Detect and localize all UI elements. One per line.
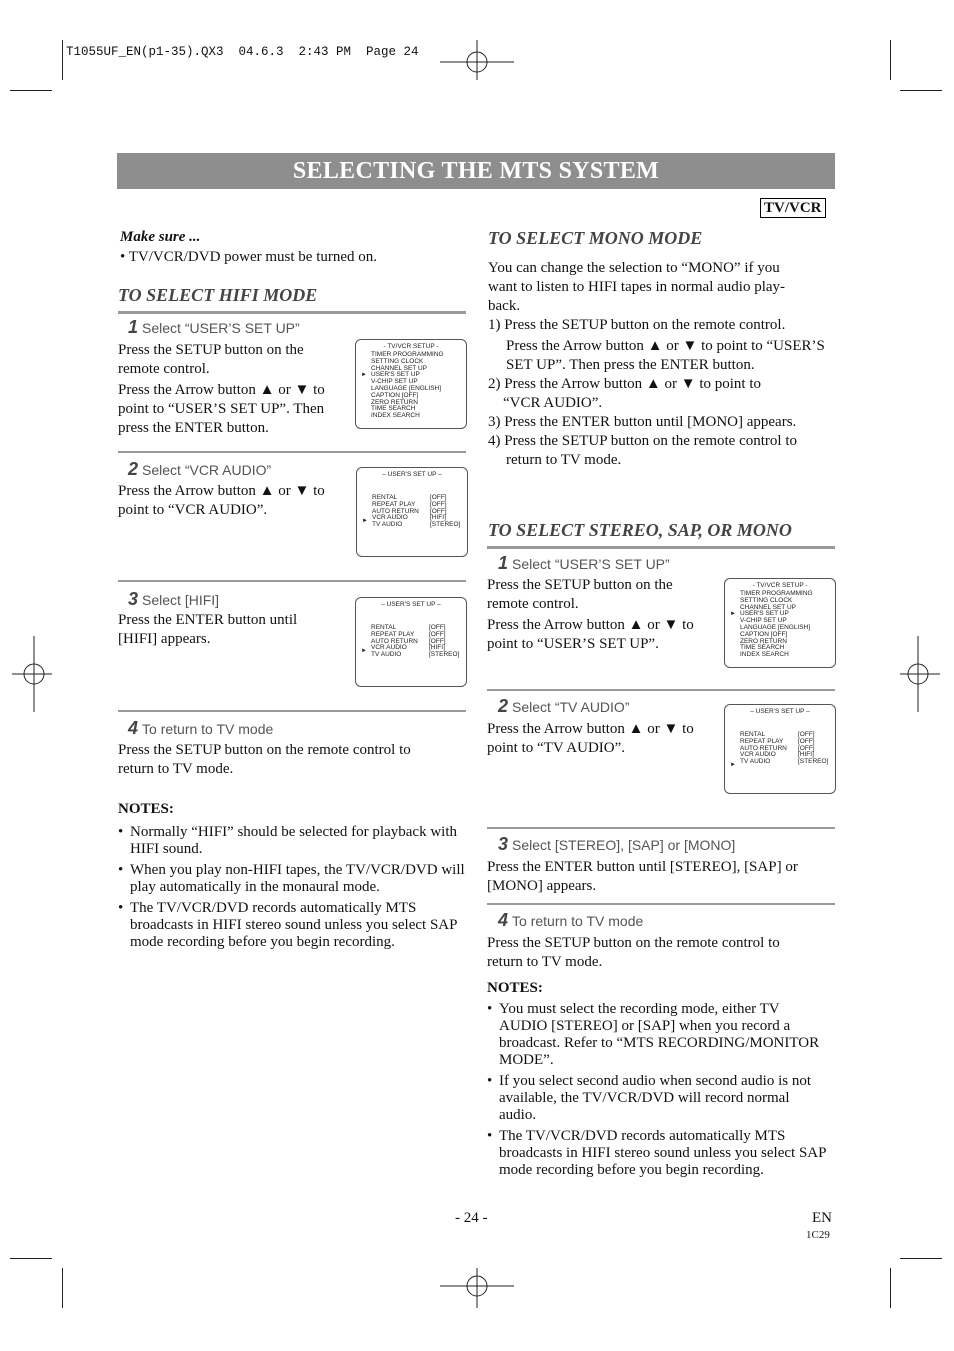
users-setup-screen-hifi-2: – USER'S SET UP – RENTAL REPEAT PLAY AUTO RETURN VCR AUDIO TV AUDIO [OFF] [OFF] [OFF] [HIFI] [STEREO] ► — [355, 597, 467, 687]
hifi-step-4-text: Press the SETUP button on the remote control to return to TV mode. — [118, 742, 411, 777]
page-number: - 24 - — [455, 1210, 488, 1226]
stereo-rule-2 — [487, 689, 835, 691]
tvvcr-setup-screen-stereo: - TV/VCR SETUP - TIMER PROGRAMMING SETTING CLOCK CHANNEL SET UP USER'S SET UP V-CHIP SET UP LANGUAGE [ENGLISH] CAPTION [OFF] ZERO RETURN TIME SEARCH INDEX SEARCH ► — [724, 578, 836, 668]
mono-title: TO SELECT MONO MODE — [488, 228, 703, 248]
cursor-arrow-icon: ► — [730, 611, 736, 617]
hifi-step-3-text: Press the ENTER button until [HIFI] appears. — [118, 612, 298, 647]
registration-mark-top — [440, 40, 514, 80]
mono-intro: You can change the selection to “MONO” if you want to listen to HIFI tapes in normal audio play- back. — [488, 260, 786, 314]
make-sure-label: Make sure ... — [120, 229, 201, 245]
make-sure-item: • TV/VCR/DVD power must be turned on. — [120, 249, 378, 265]
stereo-rule-3 — [487, 827, 835, 829]
stereo-step-2-text: Press the Arrow button ▲ or ▼ to point to “TV AUDIO”. — [487, 721, 694, 756]
stereo-step-1-text: Press the SETUP button on the remote control. Press the Arrow button ▲ or ▼ to point to “USER’S SET UP”. — [487, 577, 694, 652]
stereo-step-4-text: Press the SETUP button on the remote control to return to TV mode. — [487, 935, 780, 970]
tvvcr-badge: TV/VCR — [760, 198, 826, 218]
stereo-notes-title: NOTES: — [487, 980, 543, 996]
hifi-step-3-label: 3 Select [HIFI] — [128, 589, 220, 609]
stereo-step-3-text: Press the ENTER button until [STEREO], [SAP] or [MONO] appears. — [487, 859, 798, 894]
hifi-step-1-text: Press the SETUP button on the remote control. Press the Arrow button ▲ or ▼ to point to “USER’S SET UP”. Then press the ENTER button. — [118, 342, 325, 436]
stereo-title: TO SELECT STEREO, SAP, OR MONO — [488, 520, 792, 540]
hifi-rule — [118, 311, 466, 314]
header-slug: T1055UF_EN(p1-35).QX3 04.6.3 2:43 PM Page 24 — [66, 45, 419, 59]
note-item: • When you play non-HIFI tapes, the TV/VCR/DVD will play automatically in the monaural mode. — [118, 862, 466, 896]
registration-mark-bottom — [440, 1268, 514, 1308]
stereo-step-2-label: 2 Select “TV AUDIO” — [498, 696, 630, 716]
hifi-rule-2 — [118, 451, 466, 453]
note-item: • You must select the recording mode, either TV AUDIO [STEREO] or [SAP] when you record a broadcast. Refer to “MTS RECORDING/MONITOR MODE”. — [487, 1001, 827, 1069]
note-item: • Normally “HIFI” should be selected for playback with HIFI sound. — [118, 824, 466, 858]
hifi-step-1-label: 1 Select “USER’S SET UP” — [128, 317, 300, 337]
stereo-rule — [487, 546, 835, 549]
users-setup-screen-stereo: – USER'S SET UP – RENTAL REPEAT PLAY AUTO RETURN VCR AUDIO TV AUDIO [OFF] [OFF] [OFF] [HIFI] [STEREO] ► — [724, 704, 836, 794]
cursor-arrow-icon: ► — [361, 648, 367, 654]
cursor-arrow-icon: ► — [361, 372, 367, 378]
page-title: SELECTING THE MTS SYSTEM — [117, 153, 835, 189]
tvvcr-setup-screen-hifi: - TV/VCR SETUP - TIMER PROGRAMMING SETTING CLOCK CHANNEL SET UP USER'S SET UP V-CHIP SET UP LANGUAGE [ENGLISH] CAPTION [OFF] ZERO RETURN TIME SEARCH INDEX SEARCH ► — [355, 339, 467, 429]
cursor-arrow-icon: ► — [362, 518, 368, 524]
hifi-step-2-text: Press the Arrow button ▲ or ▼ to point to “VCR AUDIO”. — [118, 483, 325, 518]
stereo-step-3-label: 3 Select [STEREO], [SAP] or [MONO] — [498, 834, 736, 854]
hifi-notes-list — [118, 824, 466, 955]
registration-mark-left — [12, 636, 52, 712]
hifi-notes-title: NOTES: — [118, 801, 174, 817]
note-item: • If you select second audio when second audio is not available, the TV/VCR/DVD will record normal audio. — [487, 1073, 827, 1124]
note-item: • The TV/VCR/DVD records automatically MTS broadcasts in HIFI stereo sound unless you select SAP mode recording before you begin recording. — [487, 1128, 827, 1179]
stereo-step-1-label: 1 Select “USER’S SET UP” — [498, 553, 670, 573]
users-setup-screen-hifi-1: – USER'S SET UP – RENTAL REPEAT PLAY AUTO RETURN VCR AUDIO TV AUDIO [OFF] [OFF] [OFF] [HIFI] [STEREO] ► — [356, 467, 468, 557]
stereo-step-4-label: 4 To return to TV mode — [498, 910, 644, 930]
note-item: • The TV/VCR/DVD records automatically MTS broadcasts in HIFI stereo sound unless you select SAP mode recording before you begin recording. — [118, 900, 466, 951]
hifi-title: TO SELECT HIFI MODE — [118, 285, 318, 305]
language-code: EN — [812, 1210, 832, 1226]
registration-mark-right — [900, 636, 940, 712]
hifi-rule-4 — [118, 710, 466, 712]
hifi-rule-3 — [118, 580, 466, 582]
hifi-step-2-label: 2 Select “VCR AUDIO” — [128, 459, 272, 479]
hifi-step-4-label: 4 To return to TV mode — [128, 718, 274, 738]
doc-code: 1C29 — [806, 1229, 830, 1241]
mono-steps: 1) Press the SETUP button on the remote control. Press the Arrow button ▲ or ▼ to point to “USER’S SET UP”. Then press the ENTER button. 2) Press the Arrow button ▲ or ▼ to point to “VCR AUDIO”. 3) Press the ENTER button until [MONO] appears. 4) Press the SETUP button on the remote control to return to TV mode. — [488, 317, 825, 468]
stereo-rule-4 — [487, 903, 835, 905]
cursor-arrow-icon: ► — [730, 762, 736, 768]
stereo-notes-list — [487, 1001, 827, 1183]
